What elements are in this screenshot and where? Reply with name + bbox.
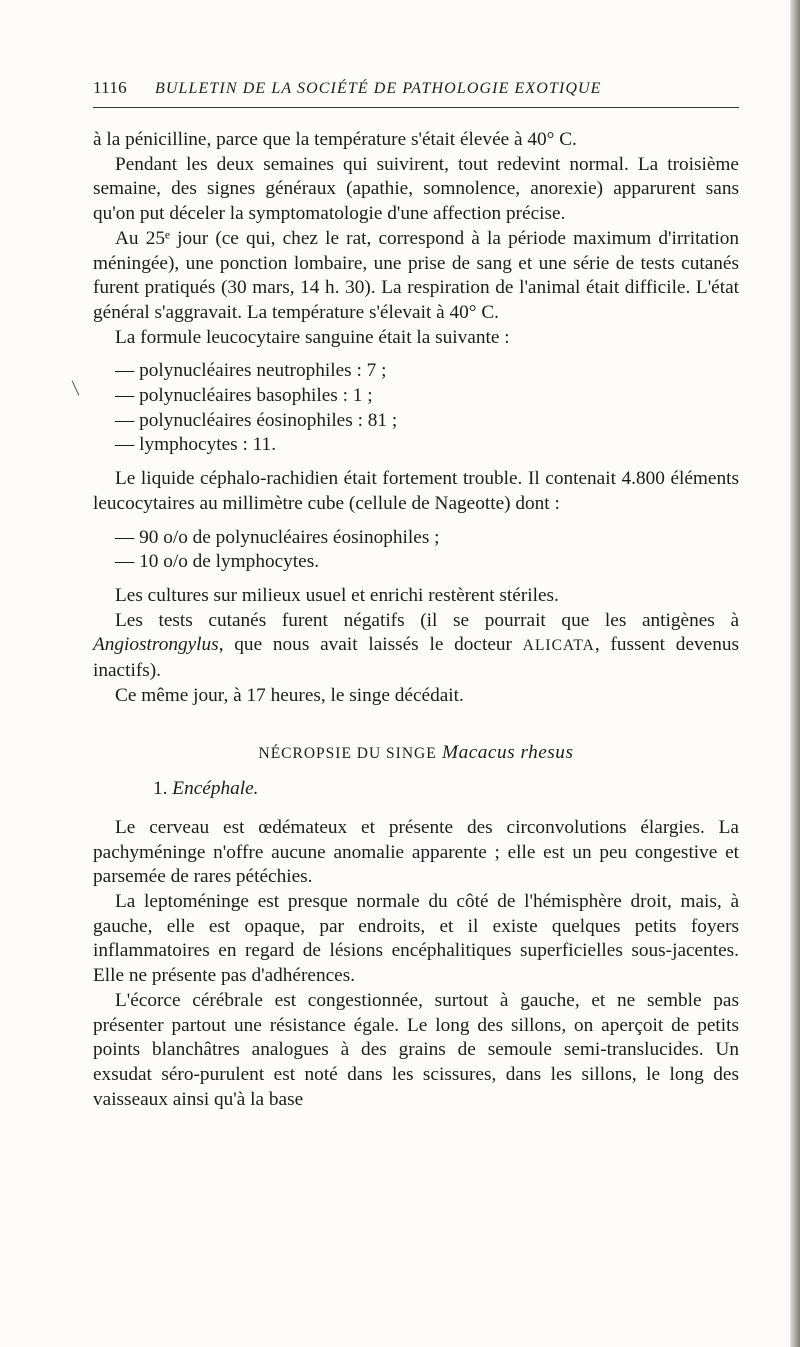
page-header: [93, 78, 739, 108]
paragraph-tests: [93, 609, 739, 684]
section-title-text: NÉCROPSIE DU SINGE: [258, 745, 437, 763]
list-item: — 90 o/o de polynucléaires éosinophiles ;: [115, 526, 440, 548]
subsection-title: [153, 777, 739, 802]
paragraph: La leptoméninge est presque normale du côté de l'hémisphère droit, mais, à gauche, elle est opaque, par endroits, et il existe quelques petits foyers inflammatoires en regard de lésions encéphalitiques superficielles sous-jacentes. Elle ne présente pas d'adhérences.: [93, 890, 739, 987]
author-name: ALICATA: [522, 637, 595, 655]
formula-list: [115, 359, 739, 458]
article-body: [93, 128, 739, 1112]
section-title: [93, 741, 739, 767]
list-item: — polynucléaires basophiles : 1 ;: [115, 385, 373, 407]
species-name: Macacus rhesus: [442, 742, 574, 764]
page: [93, 78, 739, 1112]
list-item: — lymphocytes : 11.: [115, 434, 277, 456]
subsection-number: 1.: [153, 778, 168, 800]
paragraph: L'écorce cérébrale est congestionnée, surtout à gauche, et ne semble pas présenter partout une résistance égale. Le long des sillons, on aperçoit de petits points blanchâtres analogues à des grains de semoule semi-translucides. Un exsudat séro-purulent est noté dans les scissures, dans les sillons, le long des vaisseaux ainsi qu'à la base: [93, 989, 739, 1110]
paragraph: Le liquide céphalo-rachidien était fortement trouble. Il contenait 4.800 éléments leucocytaires au millimètre cube (cellule de Nageotte) dont :: [93, 468, 739, 514]
paragraph: Les cultures sur milieux usuel et enrichi restèrent stériles.: [115, 584, 559, 606]
text-span: Les tests cutanés furent négatifs (il se pourrait que les antigènes à: [115, 609, 739, 631]
subsection-name: Encéphale.: [172, 778, 259, 800]
genus-name: Angiostrongylus: [93, 634, 219, 656]
list-item: — polynucléaires neutrophiles : 7 ;: [115, 360, 387, 382]
page-edge-shadow: [790, 0, 800, 1347]
paragraph: Au 25ᵉ jour (ce qui, chez le rat, correspond à la période maximum d'irritation méningée), une ponction lombaire, une prise de sang et une série de tests cutanés furent pratiqués (30 mars, 14 h. 30). La respiration de l'animal était difficile. L'état général s'aggravait. La température s'élevait à 40° C.: [93, 227, 739, 323]
list-item: — 10 o/o de lymphocytes.: [115, 551, 320, 573]
paragraph: Le cerveau est œdémateux et présente des circonvolutions élargies. La pachyméninge n'offre aucune anomalie apparente ; elle est un peu congestive et parsemée de rares pétéchies.: [93, 816, 739, 888]
text-span: , que nous avait laissés le docteur: [218, 634, 523, 656]
text-span: , fussent devenus inactifs).: [93, 634, 739, 682]
margin-mark: [72, 381, 80, 396]
csf-list: [115, 526, 739, 575]
paragraph: Ce même jour, à 17 heures, le singe décédait.: [115, 684, 464, 706]
running-title: BULLETIN DE LA SOCIÉTÉ DE PATHOLOGIE EXOTIQUE: [155, 80, 602, 97]
paragraph: Pendant les deux semaines qui suivirent, tout redevint normal. La troisième semaine, des signes généraux (apathie, somnolence, anorexie) apparurent sans qu'on put déceler la symptomatologie d'une affection précise.: [93, 153, 739, 225]
list-item: — polynucléaires éosinophiles : 81 ;: [115, 409, 398, 431]
page-number: 1116: [93, 78, 127, 97]
paragraph: à la pénicilline, parce que la température s'était élevée à 40° C.: [93, 129, 577, 150]
paragraph: La formule leucocytaire sanguine était la suivante :: [115, 326, 510, 348]
